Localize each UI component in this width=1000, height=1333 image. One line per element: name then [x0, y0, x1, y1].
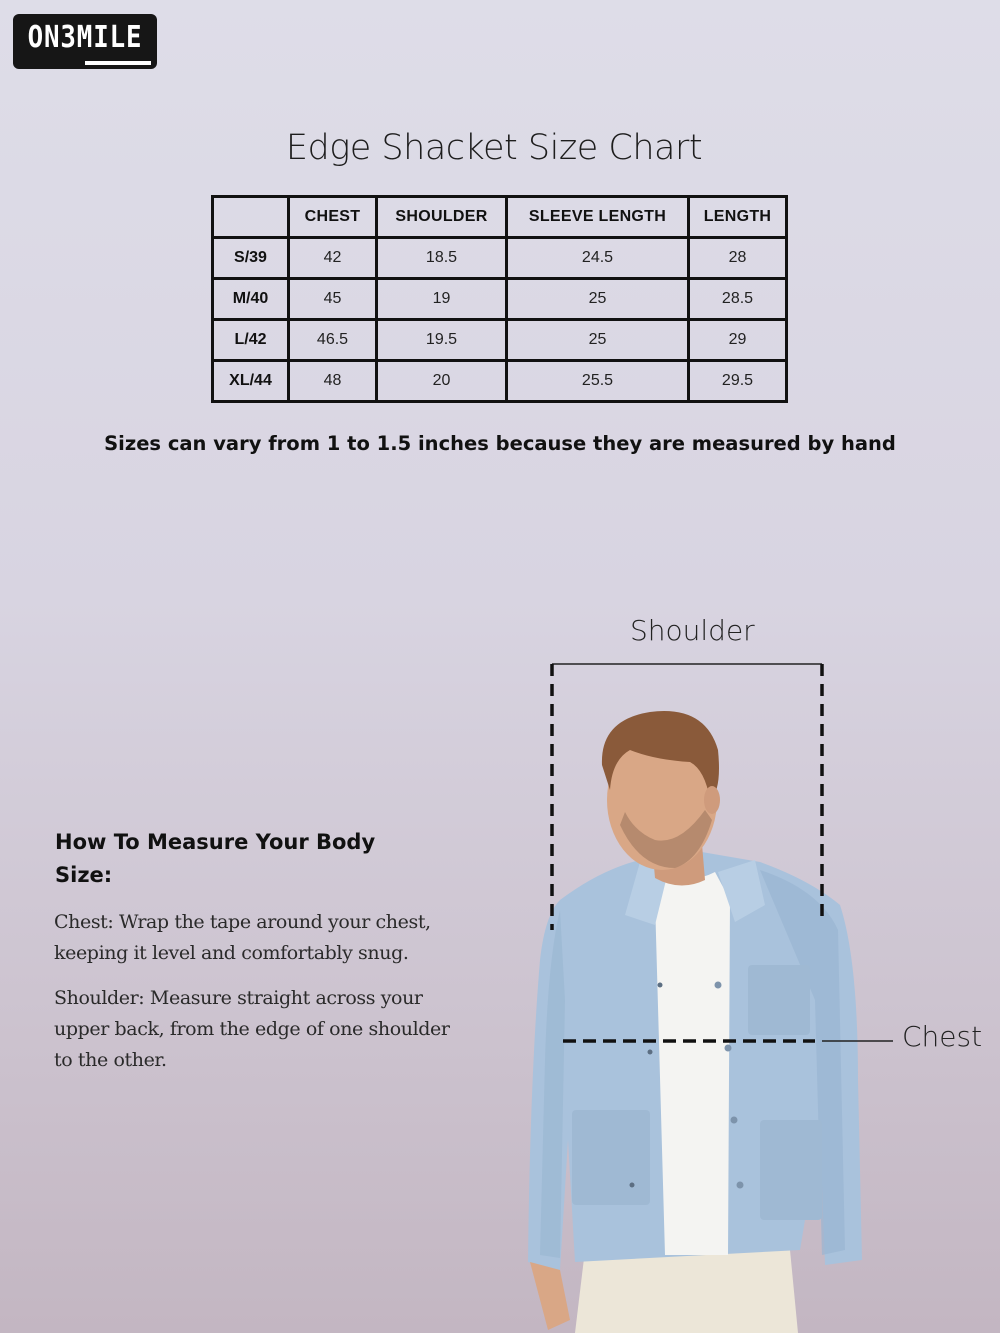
sleeve-cell: 25.5 [507, 361, 689, 402]
chest-cell: 45 [289, 279, 377, 320]
header-sleeve-length: SLEEVE LENGTH [507, 197, 689, 238]
size-cell: M/40 [213, 279, 289, 320]
table-row [213, 279, 787, 320]
header-length: LENGTH [689, 197, 787, 238]
shoulder-instruction: Shoulder: Measure straight across your upper back, from the edge of one shoulder to the other. [54, 987, 450, 1071]
brand-logo[interactable] [13, 14, 157, 69]
length-cell: 29.5 [689, 361, 787, 402]
length-cell: 28 [689, 238, 787, 279]
shoulder-label: Shoulder [630, 614, 755, 647]
sleeve-cell: 25 [507, 320, 689, 361]
chest-cell: 48 [289, 361, 377, 402]
shoulder-cell: 19 [377, 279, 507, 320]
tshirt-shape [655, 872, 730, 1255]
size-variance-note: Sizes can vary from 1 to 1.5 inches because they are measured by hand [104, 432, 896, 455]
logo-underline [85, 61, 151, 65]
pants-shape [575, 1250, 798, 1333]
table-row [213, 238, 787, 279]
size-cell: L/42 [213, 320, 289, 361]
table-header-row [213, 197, 787, 238]
sleeve-cell: 25 [507, 279, 689, 320]
shoulder-cell: 20 [377, 361, 507, 402]
chest-cell: 42 [289, 238, 377, 279]
shoulder-cell: 19.5 [377, 320, 507, 361]
size-cell: S/39 [213, 238, 289, 279]
logo-text: ON3MILE [27, 20, 143, 55]
measure-heading: How To Measure Your Body Size: [55, 830, 376, 887]
size-chart-table [211, 195, 788, 403]
header-shoulder: SHOULDER [377, 197, 507, 238]
chest-cell: 46.5 [289, 320, 377, 361]
length-cell: 28.5 [689, 279, 787, 320]
size-cell: XL/44 [213, 361, 289, 402]
model-illustration [500, 600, 1000, 1333]
sleeve-cell: 24.5 [507, 238, 689, 279]
table-row [213, 320, 787, 361]
chest-label: Chest [902, 1020, 983, 1053]
shoulder-cell: 18.5 [377, 238, 507, 279]
length-cell: 29 [689, 320, 787, 361]
page-title: Edge Shacket Size Chart [285, 128, 703, 168]
header-chest: CHEST [289, 197, 377, 238]
chest-instruction: Chest: Wrap the tape around your chest, keeping it level and comfortably snug. [54, 911, 431, 964]
header-size [213, 197, 289, 238]
table-row [213, 361, 787, 402]
